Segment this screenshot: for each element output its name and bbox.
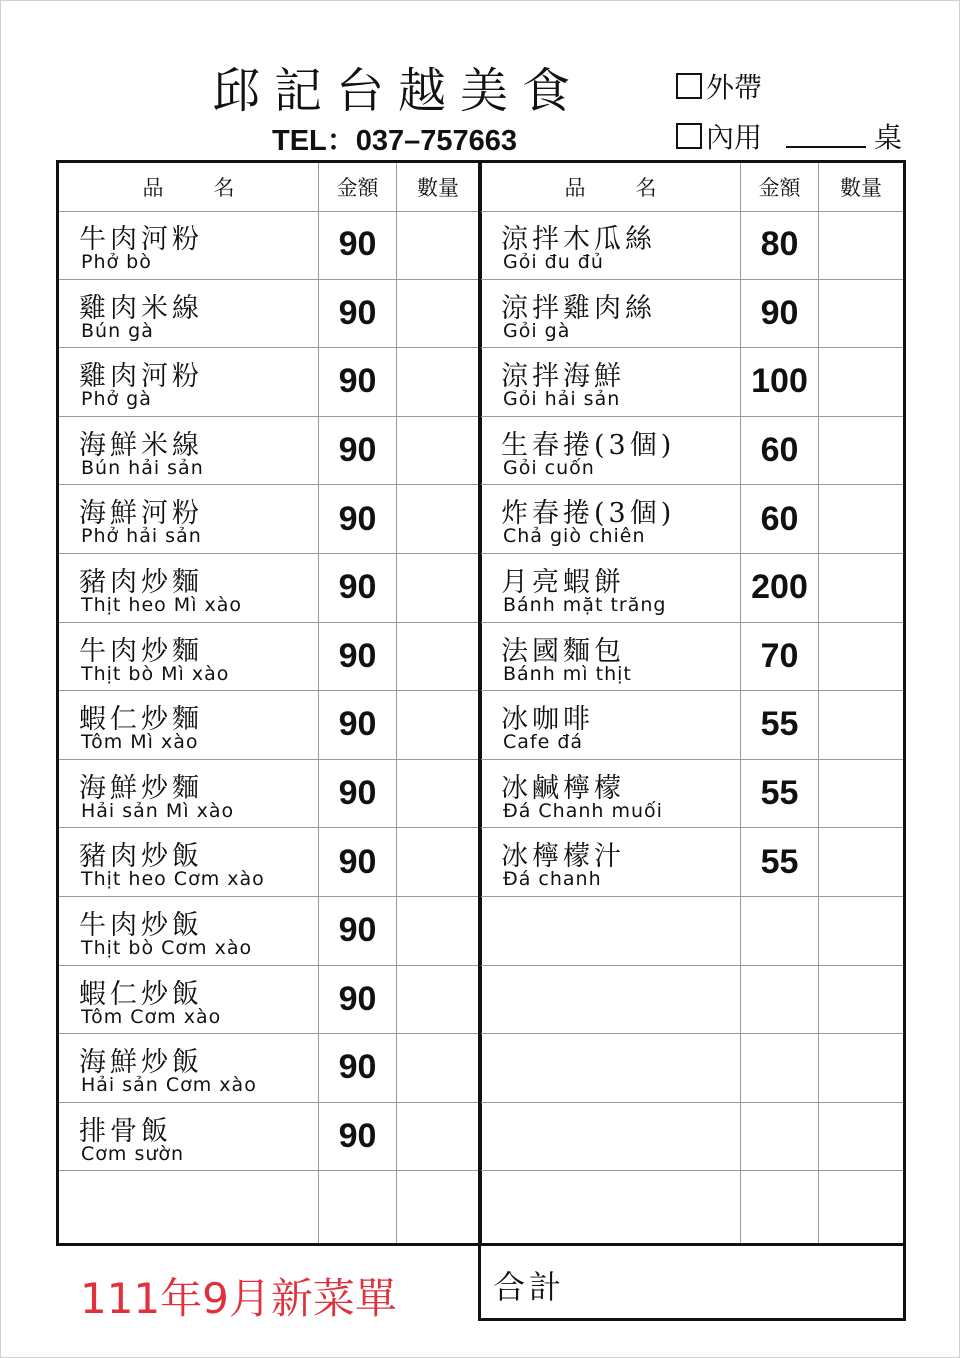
item-price: 90 xyxy=(319,1034,397,1102)
item-price xyxy=(741,1171,819,1243)
item-name-vi: Chả giò chiên xyxy=(503,525,646,548)
item-price xyxy=(741,1103,819,1171)
item-name-zh: 涼拌海鮮 xyxy=(501,361,625,393)
menu-row xyxy=(59,348,479,417)
item-qty-cell[interactable] xyxy=(397,348,479,416)
item-name-vi: Tôm Mì xào xyxy=(81,731,199,754)
item-qty-cell[interactable] xyxy=(819,691,903,759)
item-name-vi: Phở bò xyxy=(81,251,152,273)
item-name-cell xyxy=(59,828,319,896)
item-name-zh: 蝦仁炒飯 xyxy=(79,978,203,1010)
item-name-cell xyxy=(59,691,319,759)
menu-row xyxy=(481,1103,903,1172)
item-price: 90 xyxy=(319,348,397,416)
item-name-cell xyxy=(481,828,741,896)
item-qty-cell[interactable] xyxy=(397,966,479,1034)
item-name-cell xyxy=(481,966,741,1034)
item-price: 100 xyxy=(741,348,819,416)
new-menu-notice: 111年9月新菜單 xyxy=(80,1274,397,1323)
item-name-zh: 生春捲(3個) xyxy=(501,429,676,461)
item-price: 90 xyxy=(319,828,397,896)
dinein-option[interactable] xyxy=(676,116,902,156)
item-qty-cell[interactable] xyxy=(397,623,479,691)
item-name-cell xyxy=(59,760,319,828)
table-unit-label: 桌 xyxy=(874,121,903,154)
item-name-cell xyxy=(59,1171,319,1243)
item-name-cell xyxy=(481,211,741,279)
menu-table-left xyxy=(56,160,482,1246)
item-name-zh: 冰檸檬汁 xyxy=(501,841,625,873)
item-name-cell xyxy=(59,485,319,553)
menu-row xyxy=(59,485,479,554)
header-qty: 數量 xyxy=(417,176,459,200)
menu-row xyxy=(59,760,479,829)
menu-table-right xyxy=(478,160,906,1246)
menu-row xyxy=(481,828,903,897)
item-name-vi: Phở gà xyxy=(81,388,152,411)
item-qty-cell[interactable] xyxy=(397,1034,479,1102)
menu-row xyxy=(481,760,903,829)
item-price: 55 xyxy=(741,828,819,896)
item-qty-cell[interactable] xyxy=(397,485,479,553)
item-name-cell xyxy=(59,554,319,622)
item-name-zh: 冰鹹檸檬 xyxy=(501,772,625,804)
item-name-cell xyxy=(481,1034,741,1102)
menu-row xyxy=(59,211,479,280)
item-name-vi: Bún hải sản xyxy=(81,456,204,479)
item-name-zh: 雞肉米線 xyxy=(79,292,203,324)
menu-row xyxy=(481,1034,903,1103)
header-name: 品名 xyxy=(481,163,741,211)
item-name-cell xyxy=(481,1171,741,1243)
menu-row xyxy=(59,691,479,760)
item-qty-cell[interactable] xyxy=(819,280,903,348)
item-name-vi: Thịt bò Mì xào xyxy=(81,662,230,685)
item-qty-cell[interactable] xyxy=(819,1103,903,1171)
menu-row xyxy=(59,280,479,349)
menu-row xyxy=(481,485,903,554)
header-price: 金額 xyxy=(319,163,397,211)
item-name-zh: 海鮮米線 xyxy=(79,429,203,461)
item-name-cell xyxy=(481,485,741,553)
item-name-vi: Cafe đá xyxy=(503,731,584,754)
item-qty-cell[interactable] xyxy=(397,211,479,279)
item-name-vi: Bún gà xyxy=(81,319,154,342)
menu-row xyxy=(481,211,903,280)
item-price xyxy=(741,966,819,1034)
item-name-cell xyxy=(59,1103,319,1171)
item-name-vi: Thịt heo Mì xào xyxy=(81,594,243,616)
takeout-checkbox[interactable] xyxy=(676,73,702,99)
item-name-zh: 涼拌木瓜絲 xyxy=(501,224,656,255)
item-name-vi: Gỏi cuốn xyxy=(503,456,595,479)
table-header xyxy=(481,163,903,212)
menu-row xyxy=(481,966,903,1035)
item-price: 55 xyxy=(741,691,819,759)
item-name-zh: 豬肉炒麵 xyxy=(79,567,203,598)
menu-row xyxy=(481,280,903,349)
menu-row xyxy=(481,417,903,486)
item-price: 90 xyxy=(319,691,397,759)
item-qty-cell[interactable] xyxy=(397,1171,479,1243)
item-price: 60 xyxy=(741,485,819,553)
item-name-zh: 海鮮河粉 xyxy=(79,498,203,530)
menu-row xyxy=(481,691,903,760)
item-name-cell xyxy=(481,417,741,485)
menu-row xyxy=(59,417,479,486)
dinein-checkbox[interactable] xyxy=(676,123,702,149)
item-qty-cell[interactable] xyxy=(819,348,903,416)
item-name-zh: 蝦仁炒麵 xyxy=(79,704,203,736)
item-name-cell xyxy=(59,1034,319,1102)
item-qty-cell[interactable] xyxy=(819,1034,903,1102)
item-price: 90 xyxy=(319,966,397,1034)
item-name-cell xyxy=(481,280,741,348)
item-qty-cell[interactable] xyxy=(397,760,479,828)
menu-row xyxy=(59,966,479,1035)
takeout-option[interactable] xyxy=(676,66,762,106)
menu-row xyxy=(481,554,903,623)
menu-row xyxy=(59,897,479,966)
item-name-cell xyxy=(59,417,319,485)
menu-row xyxy=(481,1171,903,1243)
item-name-cell xyxy=(481,760,741,828)
item-name-vi: Gỏi đu đủ xyxy=(503,251,604,273)
item-price xyxy=(741,897,819,965)
item-name-vi: Hải sản Mì xào xyxy=(81,799,235,822)
table-number-blank[interactable] xyxy=(786,124,866,148)
item-name-cell xyxy=(481,554,741,622)
item-qty-cell[interactable] xyxy=(819,417,903,485)
item-name-zh: 炸春捲(3個) xyxy=(501,498,676,530)
menu-row xyxy=(59,1103,479,1172)
item-qty-cell[interactable] xyxy=(819,897,903,965)
item-name-vi: Bánh mặt trăng xyxy=(503,594,667,616)
item-name-vi: Tôm Cơm xào xyxy=(81,1005,222,1028)
item-price: 90 xyxy=(319,485,397,553)
item-name-zh: 雞肉河粉 xyxy=(79,361,203,393)
item-qty-cell[interactable] xyxy=(819,211,903,279)
item-name-cell xyxy=(481,1103,741,1171)
item-name-cell xyxy=(481,897,741,965)
item-name-vi: Hải sản Cơm xào xyxy=(81,1074,257,1097)
item-price xyxy=(741,1034,819,1102)
item-name-zh: 排骨飯 xyxy=(79,1115,172,1147)
item-price: 70 xyxy=(741,623,819,691)
item-name-cell xyxy=(481,348,741,416)
total-label: 合計 xyxy=(493,1268,566,1306)
item-name-vi: Gỏi hải sản xyxy=(503,388,621,411)
item-name-cell xyxy=(59,280,319,348)
item-name-zh: 牛肉炒麵 xyxy=(79,635,203,667)
item-name-vi: Đá Chanh muối xyxy=(503,799,663,822)
item-price: 90 xyxy=(319,554,397,622)
item-name-vi: Thịt heo Cơm xào xyxy=(81,868,265,891)
item-name-zh: 牛肉炒飯 xyxy=(79,910,203,941)
item-price: 80 xyxy=(741,211,819,279)
item-name-cell xyxy=(481,623,741,691)
header-qty: 數量 xyxy=(840,176,882,200)
item-price: 200 xyxy=(741,554,819,622)
item-name-vi: Gỏi gà xyxy=(503,319,571,342)
menu-row xyxy=(59,1034,479,1103)
item-price: 90 xyxy=(319,280,397,348)
item-name-cell xyxy=(59,348,319,416)
phone-number: TEL：037–757663 xyxy=(272,125,518,157)
item-name-zh: 冰咖啡 xyxy=(501,704,594,736)
item-price: 60 xyxy=(741,417,819,485)
item-price: 90 xyxy=(319,623,397,691)
menu-row xyxy=(481,348,903,417)
item-name-vi: Phở hải sản xyxy=(81,525,202,548)
item-name-zh: 月亮蝦餅 xyxy=(501,567,625,598)
item-price: 90 xyxy=(319,417,397,485)
header-price: 金額 xyxy=(741,163,819,211)
item-name-zh: 海鮮炒飯 xyxy=(79,1047,203,1079)
item-qty-cell[interactable] xyxy=(397,828,479,896)
item-qty-cell[interactable] xyxy=(819,554,903,622)
item-name-cell xyxy=(59,897,319,965)
menu-row xyxy=(59,554,479,623)
item-qty-cell[interactable] xyxy=(819,623,903,691)
item-qty-cell[interactable] xyxy=(397,1103,479,1171)
menu-row xyxy=(481,623,903,692)
item-qty-cell[interactable] xyxy=(397,417,479,485)
table-header xyxy=(59,163,479,212)
item-name-vi: Thịt bò Cơm xào xyxy=(81,937,253,959)
item-qty-cell[interactable] xyxy=(819,760,903,828)
item-price: 90 xyxy=(319,897,397,965)
item-qty-cell[interactable] xyxy=(819,1171,903,1243)
item-name-zh: 牛肉河粉 xyxy=(79,224,203,255)
menu-row xyxy=(59,623,479,692)
item-price: 90 xyxy=(319,1103,397,1171)
item-name-zh: 法國麵包 xyxy=(501,635,625,667)
item-name-zh: 涼拌雞肉絲 xyxy=(501,292,656,324)
item-name-zh: 海鮮炒麵 xyxy=(79,772,203,804)
item-qty-cell[interactable] xyxy=(397,691,479,759)
item-name-cell xyxy=(59,966,319,1034)
item-name-cell xyxy=(59,211,319,279)
item-price: 90 xyxy=(319,760,397,828)
item-qty-cell[interactable] xyxy=(819,485,903,553)
item-name-cell xyxy=(59,623,319,691)
item-qty-cell[interactable] xyxy=(819,828,903,896)
item-price xyxy=(319,1171,397,1243)
menu-row xyxy=(59,1171,479,1243)
item-qty-cell[interactable] xyxy=(819,966,903,1034)
header-name: 品名 xyxy=(59,163,319,211)
item-qty-cell[interactable] xyxy=(397,280,479,348)
restaurant-title: 邱記台越美食 xyxy=(212,63,585,119)
item-qty-cell[interactable] xyxy=(397,897,479,965)
item-name-cell xyxy=(481,691,741,759)
item-price: 90 xyxy=(319,211,397,279)
menu-row xyxy=(59,828,479,897)
item-price: 55 xyxy=(741,760,819,828)
item-name-vi: Bánh mì thịt xyxy=(503,662,632,685)
total-box[interactable] xyxy=(478,1243,906,1321)
item-qty-cell[interactable] xyxy=(397,554,479,622)
item-price: 90 xyxy=(741,280,819,348)
takeout-label: 外帶 xyxy=(706,71,763,104)
item-name-vi: Đá chanh xyxy=(503,868,602,891)
item-name-zh: 豬肉炒飯 xyxy=(79,841,203,873)
dinein-label: 內用 xyxy=(706,121,763,154)
item-name-vi: Cơm sườn xyxy=(81,1142,185,1165)
menu-row xyxy=(481,897,903,966)
